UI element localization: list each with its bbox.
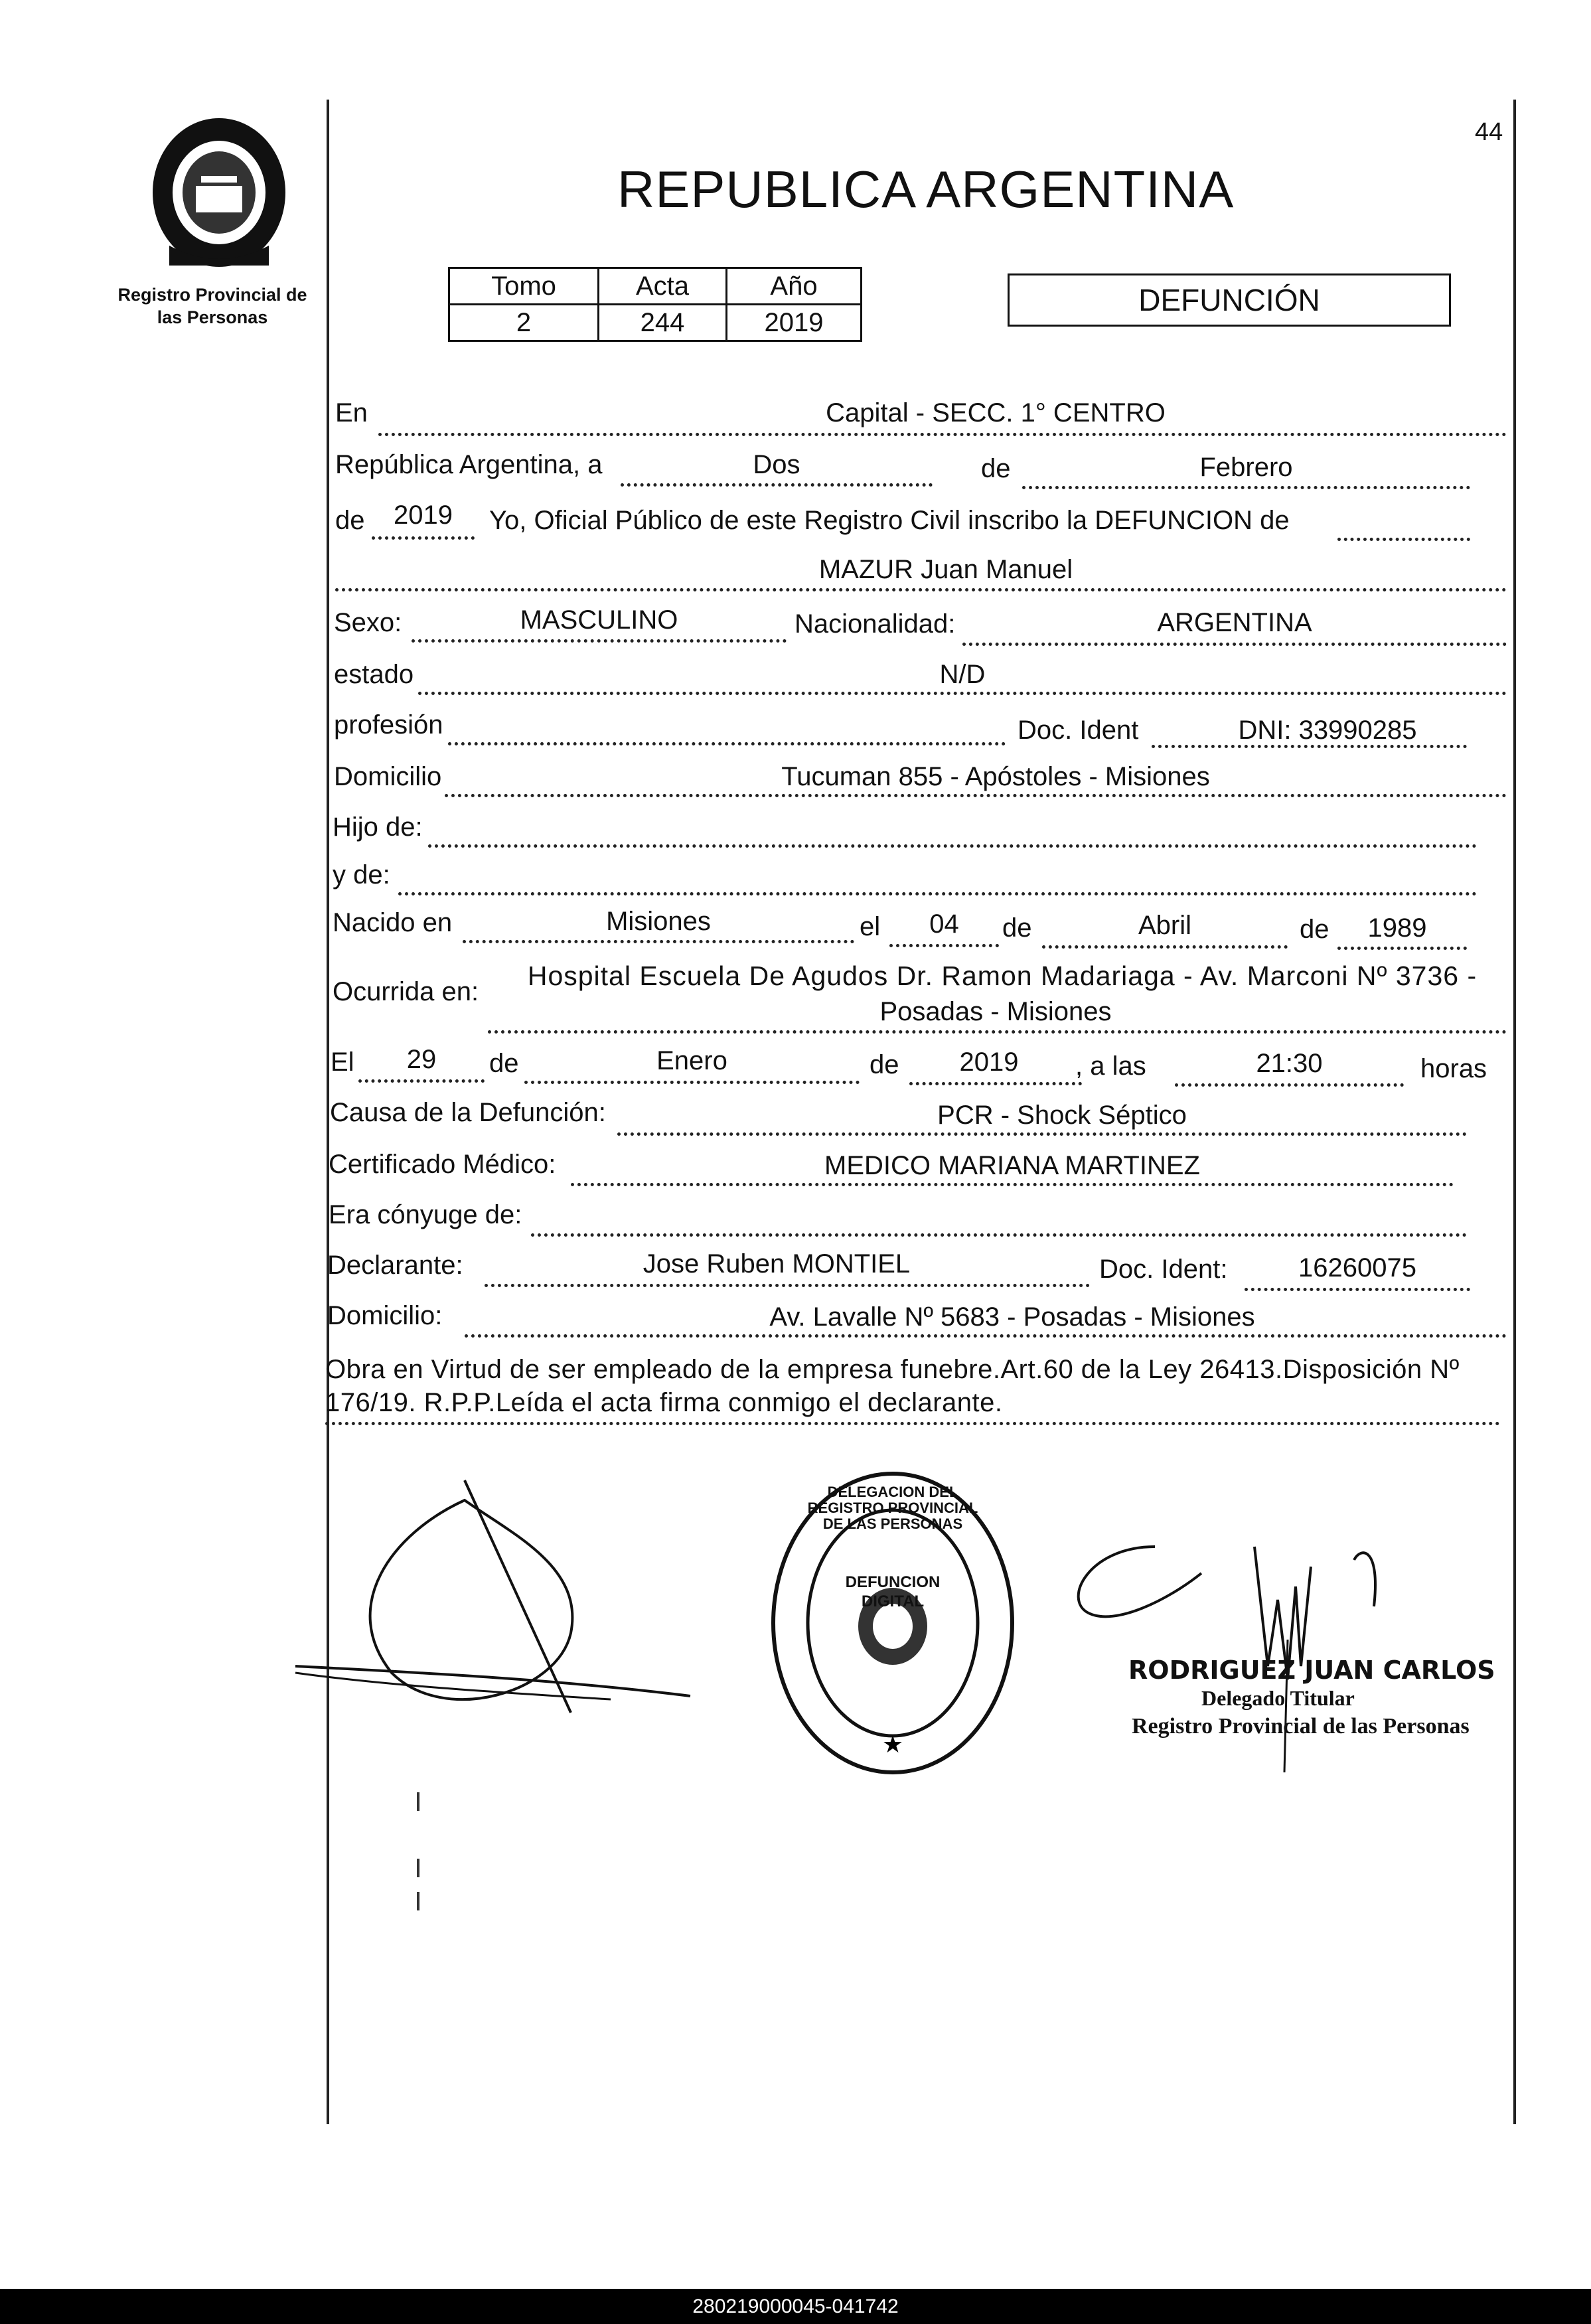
page-title: REPUBLICA ARGENTINA — [617, 160, 1235, 218]
mes-line — [1022, 486, 1470, 489]
hora-line — [1175, 1083, 1404, 1087]
nacido-line — [463, 940, 854, 943]
mes-value: Febrero — [1199, 453, 1293, 482]
scan-mark-3 — [417, 1892, 419, 1910]
doc-ident2-value: 16260075 — [1298, 1253, 1416, 1282]
nombre-value: MAZUR Juan Manuel — [818, 555, 1073, 584]
anio-line — [372, 536, 475, 540]
horas-label: horas — [1420, 1054, 1487, 1083]
fall-mes-line — [524, 1081, 860, 1084]
nac-mes-line — [1042, 945, 1288, 949]
domicilio2-label: Domicilio: — [327, 1301, 443, 1330]
ocurrida-line1: Hospital Escuela De Agudos Dr. Ramon Madariaga - Av. Marconi Nº 3736 - — [527, 961, 1477, 991]
domicilio-label: Domicilio — [334, 762, 442, 791]
register-header-acta: Acta — [599, 268, 727, 305]
nacionalidad-line — [962, 643, 1507, 646]
sexo-label: Sexo: — [334, 608, 402, 637]
el2-label: El — [331, 1047, 354, 1077]
fall-anio-line — [909, 1082, 1082, 1085]
stamp-inner-text: DEFUNCION DIGITAL — [845, 1573, 941, 1610]
conyuge-line — [531, 1233, 1467, 1237]
fall-dia-value: 29 — [406, 1045, 437, 1074]
obra-paragraph: Obra en Virtud de ser empleado de la empresa funebre.Art.60 de la Ley 26413.Disposición Nº 176/19. R.P.P.Leída el acta firma conmigo el declarante. — [325, 1353, 1500, 1425]
certificado-label: Certificado Médico: — [329, 1150, 556, 1179]
declarante-signature — [292, 1474, 717, 1739]
right-margin-line — [1513, 100, 1516, 2124]
register-value-tomo: 2 — [449, 305, 599, 341]
official-role: Delegado Titular — [1201, 1686, 1355, 1710]
fall-anio-value: 2019 — [959, 1047, 1019, 1077]
sexo-line — [412, 639, 787, 643]
left-margin-line — [327, 100, 329, 2124]
nac-mes-value: Abril — [1138, 911, 1192, 940]
register-header-tomo: Tomo — [449, 268, 599, 305]
de-label-4: de — [1300, 915, 1329, 944]
register-table — [448, 267, 862, 342]
nac-anio-line — [1337, 947, 1467, 950]
doc-ident-label: Doc. Ident — [1018, 716, 1139, 745]
de-label-5: de — [489, 1049, 519, 1078]
en-line — [378, 433, 1507, 436]
yde-label: y de: — [333, 860, 390, 890]
profesion-label: profesión — [334, 710, 443, 739]
estado-value: N/D — [939, 660, 986, 689]
ocurrida-label: Ocurrida en: — [333, 977, 479, 1006]
register-value-acta: 244 — [599, 305, 727, 341]
domicilio-line — [445, 794, 1507, 797]
de-label-3: de — [1002, 913, 1032, 943]
domicilio2-value: Av. Lavalle Nº 5683 - Posadas - Misiones — [769, 1302, 1255, 1332]
doc-ident-line — [1152, 745, 1467, 748]
record-type-box: DEFUNCIÓN — [1008, 273, 1451, 327]
profesion-line — [448, 742, 1006, 745]
el-label: el — [860, 912, 881, 941]
official-name: RODRIGUEZ JUAN CARLOS — [1128, 1656, 1495, 1685]
yo-text: Yo, Oficial Público de este Registro Civil inscribo la DEFUNCION de — [489, 506, 1290, 535]
nacido-value: Misiones — [606, 907, 711, 936]
certificado-line — [571, 1183, 1454, 1186]
doc-ident2-line — [1245, 1288, 1470, 1291]
declarante-value: Jose Ruben MONTIEL — [643, 1249, 911, 1278]
official-org: Registro Provincial de las Personas — [1132, 1714, 1470, 1739]
registry-name-line2: las Personas — [157, 307, 268, 327]
footer-code: 280219000045-041742 — [0, 2289, 1591, 2324]
domicilio-value: Tucuman 855 - Apóstoles - Misiones — [781, 762, 1210, 791]
doc-ident-value: DNI: 33990285 — [1238, 716, 1417, 745]
svg-text:★: ★ — [881, 1731, 904, 1758]
ocurrida-line2: Posadas - Misiones — [879, 997, 1112, 1026]
page-number: 44 — [1475, 118, 1503, 146]
estado-label: estado — [334, 660, 414, 689]
register-value-anio: 2019 — [727, 305, 862, 341]
certificado-value: MEDICO MARIANA MARTINEZ — [824, 1151, 1200, 1180]
nacionalidad-value: ARGENTINA — [1157, 608, 1312, 637]
causa-label: Causa de la Defunción: — [330, 1098, 606, 1127]
declarante-line — [485, 1284, 1090, 1287]
de-label-6: de — [870, 1050, 899, 1079]
scan-mark-1 — [417, 1792, 419, 1811]
fall-dia-line — [358, 1079, 485, 1083]
republica-label: República Argentina, a — [335, 450, 603, 479]
causa-line — [617, 1132, 1467, 1136]
hora-value: 21:30 — [1256, 1049, 1323, 1078]
alas-label: , a las — [1075, 1051, 1146, 1081]
nac-dia-value: 04 — [929, 909, 959, 939]
dia-value: Dos — [753, 450, 800, 479]
domicilio2-line — [465, 1334, 1507, 1338]
declarante-label: Declarante: — [327, 1251, 463, 1280]
dia-line — [621, 483, 933, 487]
doc-ident2-label: Doc. Ident: — [1099, 1255, 1228, 1284]
sexo-value: MASCULINO — [520, 605, 678, 635]
nacionalidad-label: Nacionalidad: — [795, 609, 956, 639]
anio-value: 2019 — [394, 501, 453, 530]
hijo-line — [428, 844, 1477, 848]
nombre-line — [335, 588, 1507, 591]
de-label-1: de — [981, 454, 1011, 483]
en-label: En — [335, 398, 368, 427]
hijo-label: Hijo de: — [333, 813, 423, 842]
stamp-ring-text: DELEGACION DEL REGISTRO PROVINCIAL DE LAS PERSONAS — [807, 1484, 978, 1533]
estado-line — [418, 692, 1507, 695]
fall-mes-value: Enero — [656, 1046, 727, 1075]
de-label-2: de — [335, 506, 365, 535]
causa-value: PCR - Shock Séptico — [937, 1101, 1187, 1130]
en-value: Capital - SECC. 1° CENTRO — [826, 398, 1166, 427]
registry-name — [100, 284, 325, 329]
province-seal-logo — [143, 113, 295, 272]
conyuge-label: Era cónyuge de: — [329, 1200, 522, 1229]
yo-line — [1337, 538, 1470, 541]
nacido-label: Nacido en — [333, 908, 453, 937]
official-signature — [1049, 1507, 1420, 1786]
scan-mark-2 — [417, 1859, 419, 1877]
registry-name-line1: Registro Provincial de — [117, 285, 307, 305]
ocurrida-line — [488, 1030, 1507, 1034]
register-header-anio: Año — [727, 268, 862, 305]
nac-dia-line — [889, 944, 999, 947]
nac-anio-value: 1989 — [1367, 913, 1427, 943]
yde-line — [398, 892, 1477, 895]
